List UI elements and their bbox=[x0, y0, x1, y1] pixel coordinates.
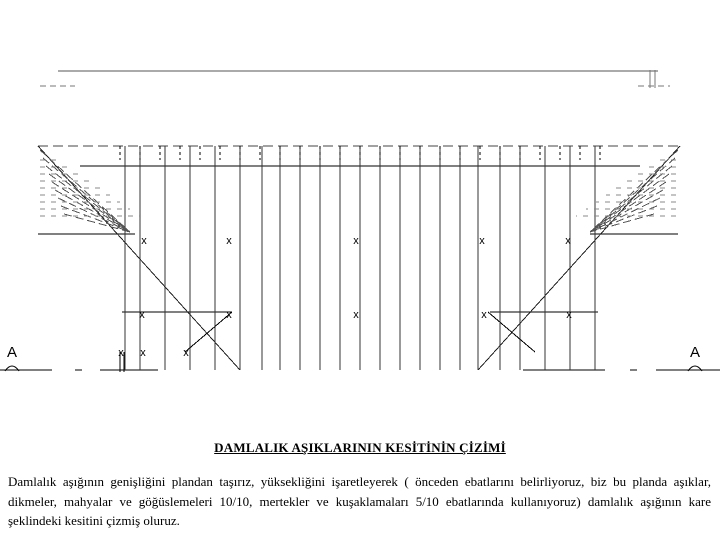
purlin-mark: x bbox=[565, 235, 571, 247]
purlin-mark: x bbox=[479, 235, 485, 247]
purlin-mark: x bbox=[566, 309, 572, 321]
purlin-mark: x bbox=[141, 235, 147, 247]
purlin-mark: x bbox=[481, 309, 487, 321]
purlin-mark: x bbox=[118, 347, 124, 359]
purlin-mark: x bbox=[226, 235, 232, 247]
purlin-mark: x bbox=[353, 235, 359, 247]
section-title: DAMLALIK AŞIKLARININ KESİTİNİN ÇİZİMİ bbox=[214, 440, 506, 455]
purlin-mark: x bbox=[183, 347, 189, 359]
purlin-mark: x bbox=[353, 309, 359, 321]
section-marker-left: A bbox=[6, 344, 18, 361]
purlin-mark: x bbox=[140, 347, 146, 359]
explanation-paragraph: Damlalık aşığının genişliğini plandan taşırız, yüksekliğini işaretleyerek ( önceden ebatlarını belirliyoruz, biz bu planda aşıklar, dikmeler, mahyalar ve göğüslemeleri 10/10, mertekler ve kuşaklamaları 5/10 ebatlarında kullanıyoruz) damlalık aşığının kare şeklindeki kesitini çizmiş oluruz. bbox=[8, 474, 711, 528]
purlin-mark: x bbox=[226, 309, 232, 321]
purlin-mark: x bbox=[139, 309, 145, 321]
section-marker-right: A bbox=[689, 344, 701, 361]
